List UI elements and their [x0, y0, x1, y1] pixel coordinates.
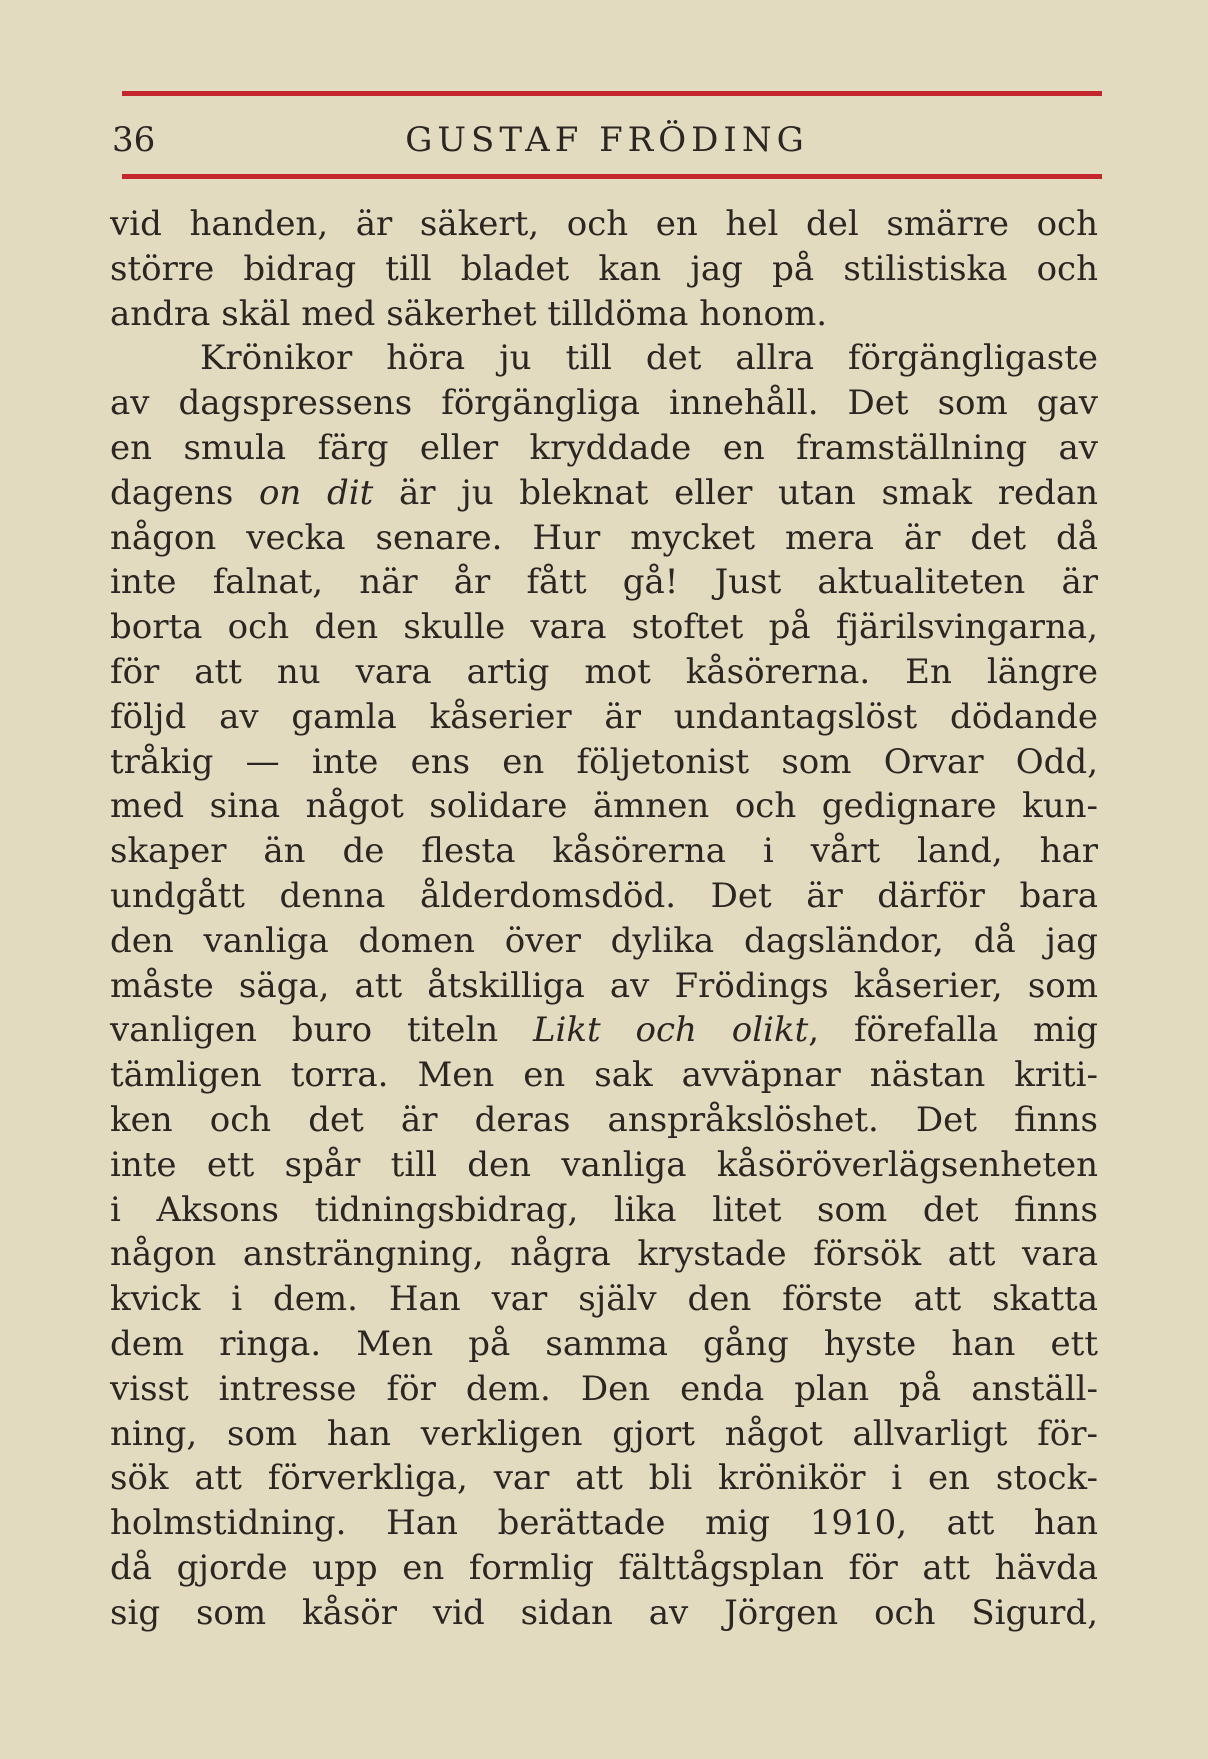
page-header — [112, 116, 1102, 164]
text-line: större bidrag till bladet kan jag på stilistiska och — [110, 248, 1098, 289]
italic-title: on dit — [258, 472, 374, 513]
page-number: 36 — [112, 120, 156, 160]
text-line: någon ansträngning, några krystade försök att vara — [110, 1234, 1098, 1275]
text-line: en smula färg eller kryddade en framställning av — [110, 427, 1098, 468]
text-line: för att nu vara artig mot kåsörerna. En längre — [110, 651, 1098, 692]
running-head: GUSTAF FRÖDING — [405, 120, 809, 160]
text-line: sig som kåsör vid sidan av Jörgen och Sigurd, — [110, 1592, 1098, 1633]
text-line: inte ett spår till den vanliga kåsöröverlägsenheten — [110, 1144, 1098, 1185]
text-line: kvick i dem. Han var själv den förste att skatta — [110, 1279, 1098, 1320]
text-line — [110, 471, 1098, 516]
text-line: tämligen torra. Men en sak avväpnar nästan kriti- — [110, 1055, 1098, 1096]
text-line: andra skäl med säkerhet tilldöma honom. — [110, 293, 828, 334]
text-line — [110, 1008, 1098, 1053]
text-line: med sina något solidare ämnen och gedignare kun- — [110, 786, 1098, 827]
header-rule-bottom — [122, 174, 1102, 179]
text-line: undgått denna ålderdomsdöd. Det är därför bara — [110, 875, 1098, 916]
text-line: av dagspressens förgängliga innehåll. Det som gav — [110, 383, 1098, 424]
text-run: vanligen buro titeln — [110, 1010, 533, 1051]
text-line: i Aksons tidningsbidrag, lika litet som det finns — [110, 1189, 1098, 1230]
text-line: ning, som han verkligen gjort något allvarligt för- — [110, 1413, 1098, 1454]
text-line: vid handen, är säkert, och en hel del smärre och — [110, 204, 1098, 244]
header-rule-top — [122, 91, 1102, 96]
text-line: sök att förverkliga, var att bli krönikör i en stock- — [110, 1458, 1098, 1499]
text-line: tråkig — inte ens en följetonist som Orvar Odd, — [110, 741, 1098, 782]
text-line: då gjorde upp en formlig fälttågsplan för att hävda — [110, 1547, 1098, 1588]
italic-title: Likt och olikt — [532, 1010, 809, 1051]
text-line: inte falnat, när år fått gå! Just aktualiteten är — [110, 562, 1098, 603]
text-line: följd av gamla kåserier är undantagslöst dödande — [110, 696, 1098, 737]
text-line: den vanliga domen över dylika dagsländor, då jag — [110, 920, 1098, 961]
text-run: är ju bleknat eller utan smak redan — [373, 472, 1098, 513]
text-line: borta och den skulle vara stoftet på fjärilsvingarna, — [110, 607, 1098, 648]
text-line: dem ringa. Men på samma gång hyste han ett — [110, 1323, 1098, 1364]
text-line: ken och det är deras anspråkslöshet. Det finns — [110, 1099, 1098, 1140]
text-line: Krönikor höra ju till det allra förgängligaste — [200, 338, 1098, 379]
text-run: , förefalla mig — [808, 1010, 1098, 1051]
text-line: skaper än de flesta kåsörerna i vårt land, har — [110, 831, 1098, 872]
text-line: måste säga, att åtskilliga av Frödings kåserier, som — [110, 965, 1098, 1006]
text-line: någon vecka senare. Hur mycket mera är det då — [110, 517, 1098, 558]
text-line: visst intresse för dem. Den enda plan på anställ- — [110, 1368, 1098, 1409]
text-run: dagens — [110, 472, 259, 513]
text-line: holmstidning. Han berättade mig 1910, att han — [110, 1503, 1098, 1544]
body-text — [110, 202, 1098, 1636]
